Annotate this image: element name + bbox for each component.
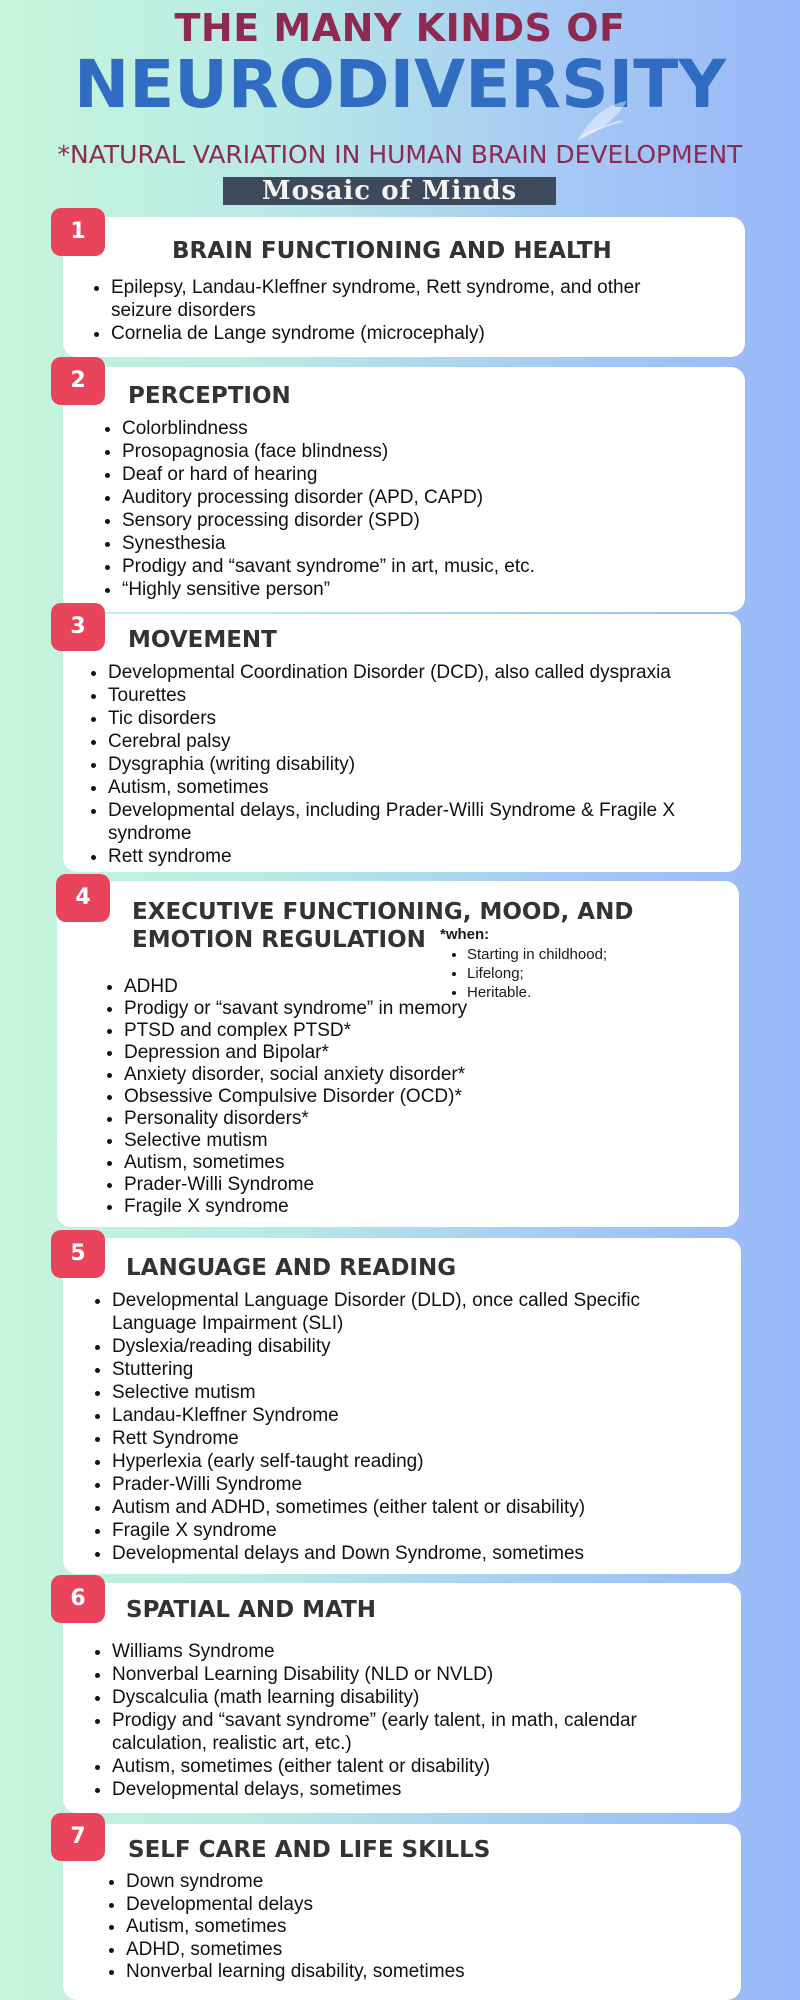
list-item: • Epilepsy, Landau-Kleffner syndrome, Rett syndrome, and other seizure disorders bbox=[111, 276, 671, 322]
list-item: • Developmental delays and Down Syndrome, sometimes bbox=[112, 1542, 712, 1565]
list-item: • Developmental delays bbox=[126, 1894, 726, 1917]
list-item: • Personality disorders* bbox=[124, 1108, 684, 1130]
title-line-2: NEURODIVERSITY bbox=[73, 46, 727, 123]
list-item: • Rett syndrome bbox=[108, 845, 748, 868]
list-item: • Developmental delays, including Prader-Willi Syndrome & Fragile X syndrome bbox=[108, 799, 748, 845]
list-item: • Heritable. bbox=[467, 983, 667, 1002]
list-item: • Tourettes bbox=[108, 684, 748, 707]
list-item: • PTSD and complex PTSD* bbox=[124, 1020, 684, 1042]
section-list-4 bbox=[102, 976, 684, 1218]
section-list-6 bbox=[90, 1640, 712, 1801]
list-item: • Auditory processing disorder (APD, CAPD) bbox=[122, 486, 742, 509]
brand-logo: Mosaic of Minds bbox=[223, 177, 556, 205]
section-badge-7: 7 bbox=[51, 1813, 105, 1861]
list-item: • Landau-Kleffner Syndrome bbox=[112, 1404, 712, 1427]
list-item: • Cerebral palsy bbox=[108, 730, 748, 753]
section-list-5 bbox=[90, 1289, 712, 1565]
list-item: • Autism and ADHD, sometimes (either talent or disability) bbox=[112, 1496, 712, 1519]
list-item: • Developmental Coordination Disorder (DCD), also called dyspraxia bbox=[108, 661, 748, 684]
note-label: *when: bbox=[440, 926, 490, 943]
list-item: • Dysgraphia (writing disability) bbox=[108, 753, 748, 776]
section-list-1 bbox=[89, 276, 671, 345]
list-item: • Prader-Willi Syndrome bbox=[124, 1174, 684, 1196]
list-item: • Colorblindness bbox=[122, 417, 742, 440]
section-badge-5: 5 bbox=[51, 1230, 105, 1278]
list-item: • Synesthesia bbox=[122, 532, 742, 555]
list-item: • Cornelia de Lange syndrome (microcephaly) bbox=[111, 322, 671, 345]
section-title-6: SPATIAL AND MATH bbox=[126, 1597, 377, 1623]
list-item: • “Highly sensitive person” bbox=[122, 578, 742, 601]
list-item: • Anxiety disorder, social anxiety disorder* bbox=[124, 1064, 684, 1086]
section-title-5: LANGUAGE AND READING bbox=[126, 1255, 457, 1281]
list-item: • ADHD, sometimes bbox=[126, 1939, 726, 1962]
list-item: • Autism, sometimes bbox=[126, 1916, 726, 1939]
title-line-1: THE MANY KINDS OF bbox=[174, 6, 626, 50]
list-item: • Prodigy and “savant syndrome” (early talent, in math, calendar calculation, realistic art, etc.) bbox=[112, 1709, 712, 1755]
list-item: • Rett Syndrome bbox=[112, 1427, 712, 1450]
section-list-3 bbox=[86, 661, 748, 868]
section-title-4-line-2: EMOTION REGULATION bbox=[132, 927, 426, 953]
section-list-2 bbox=[100, 417, 742, 601]
leaf-decoration-icon bbox=[572, 96, 632, 146]
section-title-4-line-1: EXECUTIVE FUNCTIONING, MOOD, AND bbox=[132, 899, 634, 925]
section-title-7: SELF CARE AND LIFE SKILLS bbox=[128, 1837, 491, 1863]
list-item: • Depression and Bipolar* bbox=[124, 1042, 684, 1064]
list-item: • Developmental Language Disorder (DLD), once called Specific Language Impairment (SLI) bbox=[112, 1289, 712, 1335]
list-item: • Dyslexia/reading disability bbox=[112, 1335, 712, 1358]
list-item: • Nonverbal learning disability, sometimes bbox=[126, 1961, 726, 1984]
list-item: • Tic disorders bbox=[108, 707, 748, 730]
section-badge-2: 2 bbox=[51, 357, 105, 405]
list-item: • Lifelong; bbox=[467, 964, 667, 983]
list-item: • Sensory processing disorder (SPD) bbox=[122, 509, 742, 532]
list-item: • Autism, sometimes bbox=[124, 1152, 684, 1174]
list-item: • Prodigy and “savant syndrome” in art, music, etc. bbox=[122, 555, 742, 578]
subtitle: *NATURAL VARIATION IN HUMAN BRAIN DEVELOPMENT bbox=[57, 140, 743, 169]
list-item: • Selective mutism bbox=[124, 1130, 684, 1152]
list-item: • Selective mutism bbox=[112, 1381, 712, 1404]
section-title-2: PERCEPTION bbox=[128, 383, 291, 409]
list-item: • Obsessive Compulsive Disorder (OCD)* bbox=[124, 1086, 684, 1108]
list-item: • Prader-Willi Syndrome bbox=[112, 1473, 712, 1496]
list-item: • Prodigy or “savant syndrome” in memory bbox=[124, 998, 684, 1020]
section-title-3: MOVEMENT bbox=[128, 627, 277, 653]
section-badge-4: 4 bbox=[56, 874, 110, 922]
list-item: • Williams Syndrome bbox=[112, 1640, 712, 1663]
section-badge-1: 1 bbox=[51, 208, 105, 256]
list-item: • Stuttering bbox=[112, 1358, 712, 1381]
list-item: • Deaf or hard of hearing bbox=[122, 463, 742, 486]
list-item: • Starting in childhood; bbox=[467, 945, 667, 964]
list-item: • Hyperlexia (early self-taught reading) bbox=[112, 1450, 712, 1473]
section-badge-6: 6 bbox=[51, 1575, 105, 1623]
list-item: • ADHD bbox=[124, 976, 684, 998]
list-item: • Fragile X syndrome bbox=[112, 1519, 712, 1542]
list-item: • Down syndrome bbox=[126, 1871, 726, 1894]
list-item: • Dyscalculia (math learning disability) bbox=[112, 1686, 712, 1709]
section-list-7 bbox=[104, 1871, 726, 1984]
list-item: • Fragile X syndrome bbox=[124, 1196, 684, 1218]
list-item: • Nonverbal Learning Disability (NLD or NVLD) bbox=[112, 1663, 712, 1686]
section-badge-3: 3 bbox=[51, 603, 105, 651]
section-title-1: BRAIN FUNCTIONING AND HEALTH bbox=[172, 238, 612, 264]
list-item: • Autism, sometimes (either talent or disability) bbox=[112, 1755, 712, 1778]
list-item: • Autism, sometimes bbox=[108, 776, 748, 799]
list-item: • Prosopagnosia (face blindness) bbox=[122, 440, 742, 463]
list-item: • Developmental delays, sometimes bbox=[112, 1778, 712, 1801]
